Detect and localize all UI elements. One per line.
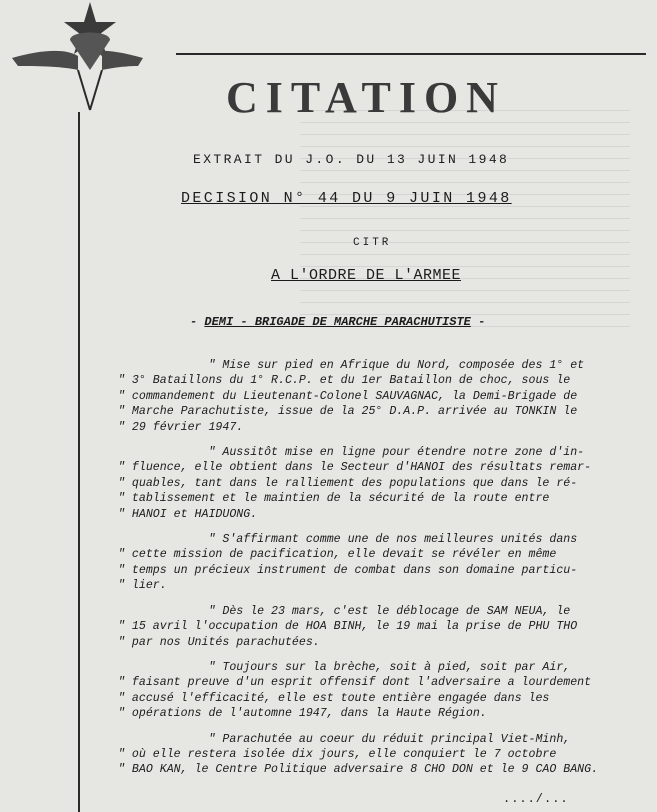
text-line: " temps un précieux instrument de combat dans son domaine particu- [118, 563, 578, 577]
unit-prefix: - [190, 315, 198, 329]
text-line: " faisant preuve d'un esprit offensif dont l'adversaire a lourdement [118, 676, 592, 690]
text-line: " lier. [118, 579, 167, 593]
paratrooper-emblem-icon [10, 0, 145, 115]
text-line: " Toujours sur la brèche, soit à pied, soit par Air, [118, 660, 571, 674]
citation-paragraph [118, 532, 638, 594]
bleed-through-texture [300, 110, 630, 330]
text-line: " fluence, elle obtient dans le Secteur d'HANOI des résultats remar- [118, 461, 592, 475]
text-line: " quables, tant dans le ralliement des populations que dans le ré- [118, 476, 578, 490]
text-line: " commandement du Lieutenant-Colonel SAUVAGNAC, la Demi-Brigade de [118, 389, 578, 403]
unit-suffix: - [478, 315, 486, 329]
text-line: " 29 février 1947. [118, 420, 244, 434]
text-line: " où elle restera isolée dix jours, elle conquiert le 7 octobre [118, 747, 557, 761]
text-line: " S'affirmant comme une de nos meilleures unités dans [118, 533, 578, 547]
text-line: " opérations de l'automne 1947, dans la Haute Région. [118, 707, 487, 721]
decision-line: DECISION N° 44 DU 9 JUIN 1948 [181, 190, 512, 207]
citation-paragraph [118, 358, 638, 435]
citation-paragraph [118, 445, 638, 522]
ordre-line: A L'ORDRE DE L'ARMEE [271, 267, 462, 284]
citr-line: CITR [353, 237, 392, 249]
citation-paragraph [118, 732, 638, 778]
text-line: " 15 avril l'occupation de HOA BINH, le 19 mai la prise de PHU THO [118, 620, 578, 634]
text-line: " Dès le 23 mars, c'est le déblocage de SAM NEUA, le [118, 604, 571, 618]
text-line: " Marche Parachutiste, issue de la 25° D.A.P. arrivée au TONKIN le [118, 405, 578, 419]
citation-paragraph [118, 604, 638, 650]
text-line: " Aussitôt mise en ligne pour étendre notre zone d'in- [118, 446, 585, 460]
text-line: " 3° Bataillons du 1° R.C.P. et du 1er Bataillon de choc, sous le [118, 374, 571, 388]
text-line: " tablissement et le maintien de la sécurité de la route entre [118, 492, 550, 506]
text-line: " Mise sur pied en Afrique du Nord, composée des 1° et [118, 359, 585, 372]
text-line: " accusé l'efficacité, elle est toute entière engagée dans les [118, 691, 550, 705]
text-line: " cette mission de pacification, elle devait se révéler en même [118, 548, 557, 562]
text-line: " BAO KAN, le Centre Politique adversaire 8 CHO DON et le 9 CAO BANG. [118, 763, 599, 777]
continuation-mark: ..../... [503, 792, 569, 806]
citation-body [118, 358, 638, 788]
text-line: " par nos Unités parachutées. [118, 635, 320, 649]
unit-name: DEMI - BRIGADE DE MARCHE PARACHUTISTE [204, 315, 471, 329]
unit-line [190, 315, 485, 329]
citation-paragraph [118, 660, 638, 722]
text-line: " HANOI et HAIDUONG. [118, 507, 258, 521]
header-rule [176, 53, 646, 55]
extrait-line: EXTRAIT DU J.O. DU 13 JUIN 1948 [193, 152, 510, 167]
margin-rule [78, 112, 80, 812]
text-line: " Parachutée au coeur du réduit principal Viet-Minh, [118, 732, 571, 746]
document-title: CITATION [226, 73, 506, 122]
